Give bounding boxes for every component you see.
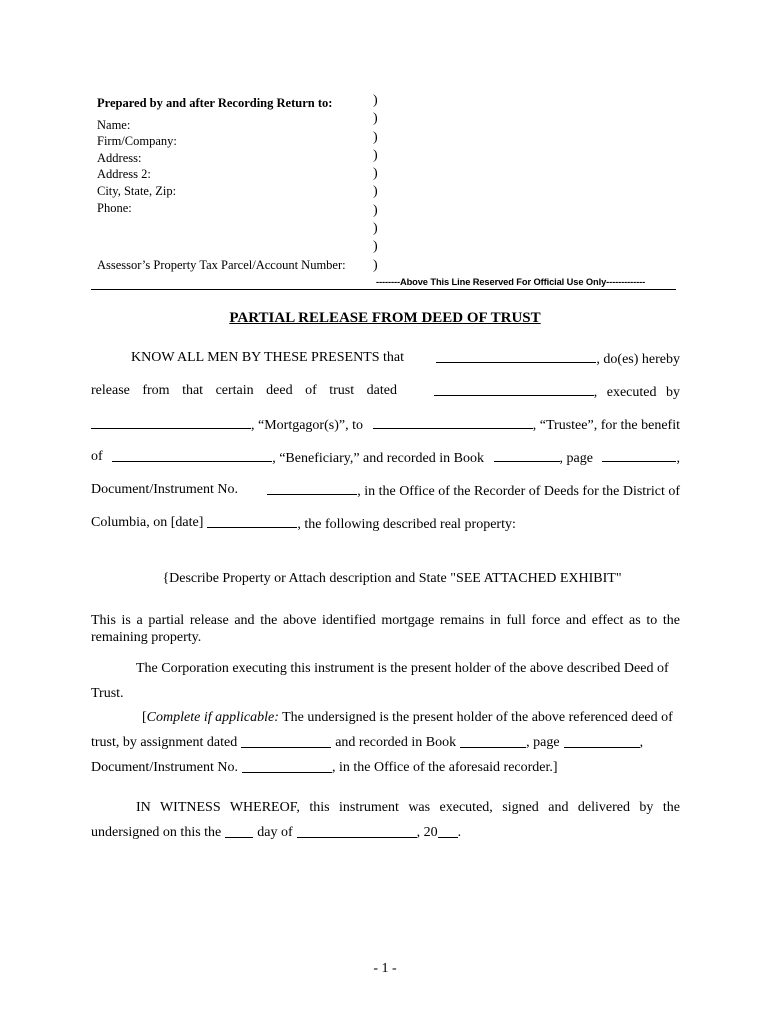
paren: ) bbox=[373, 129, 378, 145]
paren: ) bbox=[373, 147, 378, 163]
return-to-block bbox=[97, 95, 377, 216]
body-line-4 bbox=[91, 449, 680, 467]
text: trust, by assignment dated bbox=[91, 735, 238, 750]
complete-if-applicable-label: Complete if applicable: bbox=[146, 710, 279, 725]
witness-line bbox=[136, 800, 680, 816]
text: and recorded in Book bbox=[335, 735, 457, 750]
line-4-mid bbox=[112, 449, 484, 467]
paren: ) bbox=[373, 166, 378, 182]
line-1-end bbox=[436, 350, 680, 368]
text: The Corporation executing this instrument is the present holder of the above described Deed of bbox=[136, 661, 669, 676]
mortgagor-blank[interactable] bbox=[91, 416, 251, 429]
paren: ) bbox=[373, 257, 378, 273]
beneficiary-blank[interactable] bbox=[112, 449, 272, 462]
trust-line bbox=[91, 686, 680, 702]
record-date-blank[interactable] bbox=[207, 515, 297, 528]
text: KNOW ALL MEN BY THESE PRESENTS that bbox=[131, 350, 405, 365]
name-field-label: Name: bbox=[97, 117, 131, 132]
day-blank[interactable] bbox=[225, 825, 253, 838]
official-use-line: --------Above This Line Reserved For Official Use Only------------- bbox=[376, 277, 646, 287]
grantor-blank[interactable] bbox=[436, 350, 596, 363]
instrument-number-blank-2[interactable] bbox=[242, 760, 332, 773]
paren: ) bbox=[373, 184, 378, 200]
month-blank[interactable] bbox=[297, 825, 417, 838]
paren: ) bbox=[373, 111, 378, 127]
text: Trust. bbox=[91, 686, 124, 701]
line-2-end bbox=[434, 383, 680, 401]
text: , page bbox=[526, 735, 560, 750]
parcel-number-label: Assessor’s Property Tax Parcel/Account Number: bbox=[97, 258, 346, 272]
address-field-label: Address: bbox=[97, 150, 142, 165]
text: IN WITNESS WHEREOF, this instrument was executed, signed and delivered by the bbox=[136, 800, 680, 815]
undersigned-line bbox=[91, 825, 680, 841]
line-3-end bbox=[373, 416, 680, 434]
parenthesis-column bbox=[373, 92, 385, 275]
instrument-number-blank[interactable] bbox=[267, 482, 357, 495]
city-state-zip-field-label: City, State, Zip: bbox=[97, 183, 177, 198]
assignment-book-blank[interactable] bbox=[460, 735, 526, 748]
address2-field-label: Address 2: bbox=[97, 167, 151, 182]
text: , in the Office of the Recorder of Deeds for the District of bbox=[357, 484, 680, 499]
text: day of bbox=[257, 825, 293, 840]
paren: ) bbox=[373, 221, 378, 237]
text: The undersigned is the present holder of the above referenced deed of bbox=[278, 710, 673, 725]
complete-if-applicable-line bbox=[142, 710, 680, 726]
firm-field-label: Firm/Company: bbox=[97, 134, 177, 149]
assignment-line bbox=[91, 735, 680, 751]
instrument-line-2 bbox=[91, 760, 680, 776]
header-divider bbox=[91, 289, 676, 290]
text: , the following described real property: bbox=[297, 517, 516, 532]
text: , in the Office of the aforesaid recorder.] bbox=[331, 760, 558, 775]
paren: ) bbox=[373, 93, 378, 108]
text: undersigned on this the bbox=[91, 825, 222, 840]
body-line-2 bbox=[91, 383, 680, 401]
body-line-6 bbox=[91, 515, 680, 533]
paren: ) bbox=[373, 239, 378, 255]
line-5-end bbox=[267, 482, 680, 500]
body-line-3 bbox=[91, 416, 680, 434]
text: , bbox=[639, 735, 644, 750]
deed-date-blank[interactable] bbox=[434, 383, 594, 396]
text: , bbox=[676, 451, 680, 466]
book-blank[interactable] bbox=[494, 449, 560, 462]
bracket: [ bbox=[142, 710, 147, 725]
text: , executed by bbox=[593, 385, 680, 400]
paren: ) bbox=[373, 202, 378, 218]
text: , “Beneficiary,” and recorded in Book bbox=[272, 451, 484, 466]
assignment-page-blank[interactable] bbox=[564, 735, 640, 748]
phone-field-label: Phone: bbox=[97, 200, 132, 215]
text: Document/Instrument No. bbox=[91, 482, 238, 497]
partial-release-paragraph: This is a partial release and the above identified mortgage remains in full force and effect as to the remaining property. bbox=[91, 613, 680, 645]
text: of bbox=[91, 449, 103, 464]
body-line-1 bbox=[131, 350, 680, 368]
year-blank[interactable] bbox=[438, 825, 458, 838]
body-line-5 bbox=[91, 482, 680, 500]
text: Columbia, on [date] bbox=[91, 515, 204, 530]
line-3-start bbox=[91, 416, 363, 434]
text: . bbox=[457, 825, 462, 840]
text: , page bbox=[559, 451, 593, 466]
page-blank[interactable] bbox=[602, 449, 676, 462]
text: Document/Instrument No. bbox=[91, 760, 238, 775]
line-4-page bbox=[602, 449, 680, 467]
corporation-line bbox=[136, 661, 680, 677]
line-6-end bbox=[207, 515, 515, 533]
document-title: PARTIAL RELEASE FROM DEED OF TRUST bbox=[229, 310, 541, 326]
line-4-book bbox=[494, 449, 593, 467]
trustee-blank[interactable] bbox=[373, 416, 533, 429]
text: , “Mortgagor(s)”, to bbox=[251, 418, 363, 433]
prepared-by-heading: Prepared by and after Recording Return to: bbox=[97, 96, 333, 110]
text: release from that certain deed of trust dated bbox=[91, 383, 397, 398]
assignment-date-blank[interactable] bbox=[241, 735, 331, 748]
page-number: - 1 - bbox=[373, 961, 397, 976]
text: , 20 bbox=[416, 825, 438, 840]
describe-property-instruction: {Describe Property or Attach description and State "SEE ATTACHED EXHIBIT" bbox=[162, 571, 622, 586]
text: , do(es) hereby bbox=[596, 352, 680, 367]
text: , “Trustee”, for the benefit bbox=[532, 418, 680, 433]
